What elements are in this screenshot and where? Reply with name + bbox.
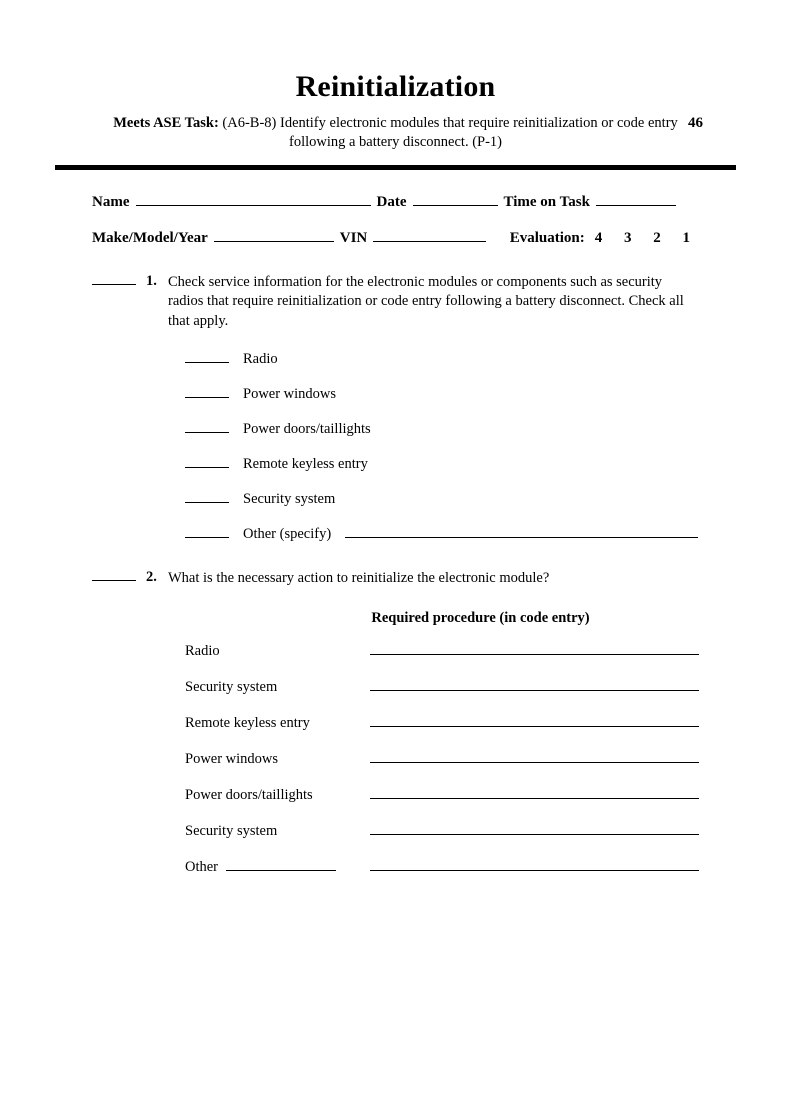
- table-row: [185, 713, 699, 732]
- question-1-score-blank[interactable]: [92, 271, 136, 285]
- procedure-other-name-input[interactable]: [226, 857, 336, 871]
- question-1-number: 1.: [146, 273, 157, 290]
- list-item: [185, 349, 791, 368]
- header-divider: [55, 165, 736, 170]
- question-2: [0, 569, 791, 588]
- procedure-input-security-system-2[interactable]: [370, 821, 699, 835]
- procedure-table: [0, 641, 791, 876]
- checkbox-blank-power-doors[interactable]: [185, 419, 229, 433]
- checkbox-blank-remote-keyless[interactable]: [185, 454, 229, 468]
- name-label: Name: [92, 194, 130, 211]
- procedure-label-power-windows: Power windows: [185, 751, 279, 768]
- make-model-year-label: Make/Model/Year: [92, 230, 208, 247]
- page-title: Reinitialization: [295, 70, 496, 103]
- checkbox-blank-other[interactable]: [185, 524, 229, 538]
- evaluation-label: Evaluation:: [509, 230, 585, 247]
- time-on-task-label: Time on Task: [503, 194, 590, 211]
- list-item: [185, 384, 791, 403]
- table-row-other: [185, 857, 699, 876]
- date-label: Date: [376, 194, 407, 211]
- checkbox-blank-security-system[interactable]: [185, 489, 229, 503]
- procedure-input-other[interactable]: [370, 857, 699, 871]
- question-1: [0, 273, 791, 331]
- list-item-other: [185, 524, 791, 543]
- procedure-input-remote-keyless[interactable]: [370, 713, 699, 727]
- table-row: [185, 821, 699, 840]
- procedure-input-power-windows[interactable]: [370, 749, 699, 763]
- evaluation-scale[interactable]: 4 3 2 1: [594, 230, 699, 247]
- other-specify-input[interactable]: [345, 524, 698, 538]
- procedure-input-power-doors[interactable]: [370, 785, 699, 799]
- page-number: 46: [688, 115, 703, 131]
- list-item: [185, 489, 791, 508]
- vin-label: VIN: [339, 230, 368, 247]
- checklist-label-remote-keyless: Remote keyless entry: [243, 455, 368, 472]
- procedure-label-security-system-2: Security system: [185, 823, 278, 840]
- checklist-label-power-windows: Power windows: [243, 385, 337, 402]
- procedure-label-radio: Radio: [185, 643, 220, 660]
- table-row: [185, 785, 699, 804]
- module-checklist: [0, 349, 791, 543]
- checklist-label-power-doors: Power doors/taillights: [243, 420, 371, 437]
- checklist-label-security-system: Security system: [243, 490, 336, 507]
- worksheet-page: [0, 70, 791, 1094]
- procedure-label-remote-keyless: Remote keyless entry: [185, 715, 310, 732]
- ase-task-label: Meets ASE Task:: [113, 115, 219, 131]
- table-row: [185, 677, 699, 696]
- procedure-input-radio[interactable]: [370, 641, 699, 655]
- list-item: [185, 419, 791, 438]
- ase-task-block: [96, 114, 696, 151]
- name-input[interactable]: [136, 192, 371, 206]
- procedure-label-power-doors: Power doors/taillights: [185, 787, 313, 804]
- date-input[interactable]: [413, 192, 498, 206]
- question-2-score-blank[interactable]: [92, 567, 136, 581]
- procedure-label-other-wrap: [185, 857, 370, 876]
- checkbox-blank-radio[interactable]: [185, 349, 229, 363]
- table-row: [185, 749, 699, 768]
- vin-input[interactable]: [373, 228, 485, 242]
- procedure-label-other: Other: [185, 859, 219, 876]
- checklist-label-other: Other (specify): [243, 525, 332, 542]
- question-2-number: 2.: [146, 568, 157, 585]
- time-on-task-input[interactable]: [596, 192, 676, 206]
- field-row-1: [92, 192, 699, 211]
- procedure-input-security-system-1[interactable]: [370, 677, 699, 691]
- table-row: [185, 641, 699, 660]
- procedure-label-security-system-1: Security system: [185, 679, 278, 696]
- procedure-heading: Required procedure (in code entry): [371, 610, 590, 627]
- ase-task-text: (A6-B-8) Identify electronic modules that require reinitialization or code entry following a battery disconnect. (P-1): [222, 115, 678, 150]
- header-fields: [0, 192, 791, 247]
- field-row-2: [92, 228, 699, 247]
- checklist-label-radio: Radio: [243, 350, 278, 367]
- checkbox-blank-power-windows[interactable]: [185, 384, 229, 398]
- question-1-text: Check service information for the electronic modules or components such as security radios that require reinitialization or code entry following a battery disconnect. Check all that apply.: [168, 274, 684, 329]
- question-2-text: What is the necessary action to reinitialize the electronic module?: [168, 569, 550, 586]
- make-model-year-input[interactable]: [214, 228, 334, 242]
- list-item: [185, 454, 791, 473]
